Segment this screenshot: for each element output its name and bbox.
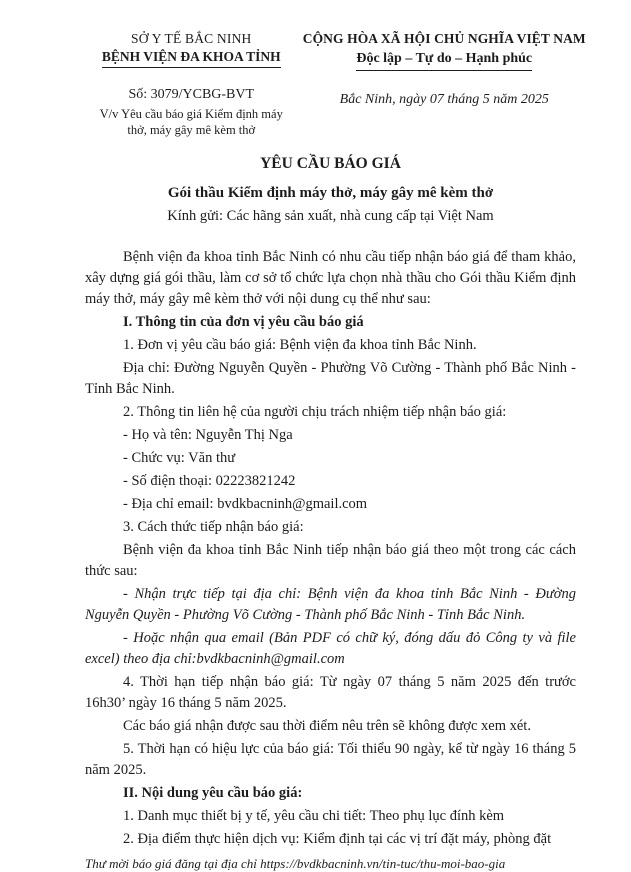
title-block xyxy=(85,154,576,226)
deadline-line: 4. Thời hạn tiếp nhận báo giá: Từ ngày 07 tháng 5 năm 2025 đến trước 16h30’ ngày 16 tháng 5 năm 2025. xyxy=(85,674,576,711)
document-number: Số: 3079/YCBG-BVT xyxy=(128,87,255,102)
national-motto-wrap xyxy=(298,49,591,71)
contact-phone-line: - Số điện thoại: 02223821242 xyxy=(123,473,296,489)
late-quote-note: Các báo giá nhận được sau thời điểm nêu trên sẽ không được xem xét. xyxy=(123,718,531,734)
contact-info-heading: 2. Thông tin liên hệ của người chịu trách nhiệm tiếp nhận báo giá: xyxy=(123,404,507,420)
footer-note: Thư mời báo giá đăng tại địa chỉ https://bvdkbacninh.vn/tin-tuc/thu-moi-bao-gia xyxy=(85,856,506,871)
requesting-unit-line: 1. Đơn vị yêu cầu báo giá: Bệnh viện đa khoa tỉnh Bắc Ninh. xyxy=(123,337,477,353)
reception-email-line: - Hoặc nhận qua email (Bản PDF có chữ ký, đóng dấu đỏ Công ty và file excel) theo địa chỉ:bvdkbacninh@gmail.com xyxy=(85,630,576,667)
intro-paragraph: Bệnh viện đa khoa tỉnh Bắc Ninh có nhu cầu tiếp nhận báo giá để tham khảo, xây dựng giá gói thầu, làm cơ sở tổ chức lựa chọn nhà thầu cho Gói thầu Kiểm định máy thở, máy gây mê kèm thở với nội dung cụ thể như sau: xyxy=(85,249,576,307)
issuing-org-block xyxy=(85,30,298,138)
service-location-line: 2. Địa điểm thực hiện dịch vụ: Kiểm định tại các vị trí đặt máy, phòng đặt xyxy=(123,831,552,847)
reception-direct-line: - Nhận trực tiếp tại địa chỉ: Bệnh viện đa khoa tỉnh Bắc Ninh - Đường Nguyễn Quyền - Phường Võ Cường - Thành phố Bắc Ninh - Tỉnh Bắc Ninh. xyxy=(85,586,576,623)
agency-name: SỞ Y TẾ BẮC NINH xyxy=(131,31,252,46)
place-and-date: Bắc Ninh, ngày 07 tháng 5 năm 2025 xyxy=(339,92,549,107)
contact-position-line: - Chức vụ: Văn thư xyxy=(123,450,236,466)
package-title: Gói thầu Kiểm định máy thở, máy gây mê kèm thở xyxy=(167,185,494,201)
equipment-list-line: 1. Danh mục thiết bị y tế, yêu cầu chi tiết: Theo phụ lục đính kèm xyxy=(123,808,505,824)
address-line: Địa chỉ: Đường Nguyễn Quyền - Phường Võ Cường - Thành phố Bắc Ninh - Tỉnh Bắc Ninh. xyxy=(85,360,576,397)
organization-name: BỆNH VIỆN ĐA KHOA TỈNH xyxy=(102,48,281,68)
reception-method-intro: Bệnh viện đa khoa tỉnh Bắc Ninh tiếp nhận báo giá theo một trong các cách thức sau: xyxy=(85,542,576,579)
contact-email-line: - Địa chỉ email: bvdkbacninh@gmail.com xyxy=(123,496,368,512)
contact-name-line: - Họ và tên: Nguyễn Thị Nga xyxy=(123,427,293,443)
national-title: CỘNG HÒA XÃ HỘI CHỦ NGHĨA VIỆT NAM xyxy=(302,31,586,46)
document-subject: V/v Yêu cầu báo giá Kiểm định máy thở, máy gây mê kèm thở xyxy=(99,107,283,137)
reception-method-heading: 3. Cách thức tiếp nhận báo giá: xyxy=(123,519,304,535)
section-i-heading: I. Thông tin của đơn vị yêu cầu báo giá xyxy=(123,314,364,330)
org-name-wrap xyxy=(85,48,298,68)
national-motto: Độc lập – Tự do – Hạnh phúc xyxy=(356,50,532,71)
recipient-line: Kính gửi: Các hãng sản xuất, nhà cung cấp tại Việt Nam xyxy=(167,208,494,224)
document-title: YÊU CẦU BÁO GIÁ xyxy=(260,155,401,172)
section-ii-heading: II. Nội dung yêu cầu báo giá: xyxy=(123,785,303,801)
validity-line: 5. Thời hạn có hiệu lực của báo giá: Tối thiểu 90 ngày, kể từ ngày 16 tháng 5 năm 2025. xyxy=(85,741,576,778)
document-header xyxy=(85,30,591,138)
national-header-block xyxy=(298,30,591,138)
document-body xyxy=(85,247,576,850)
